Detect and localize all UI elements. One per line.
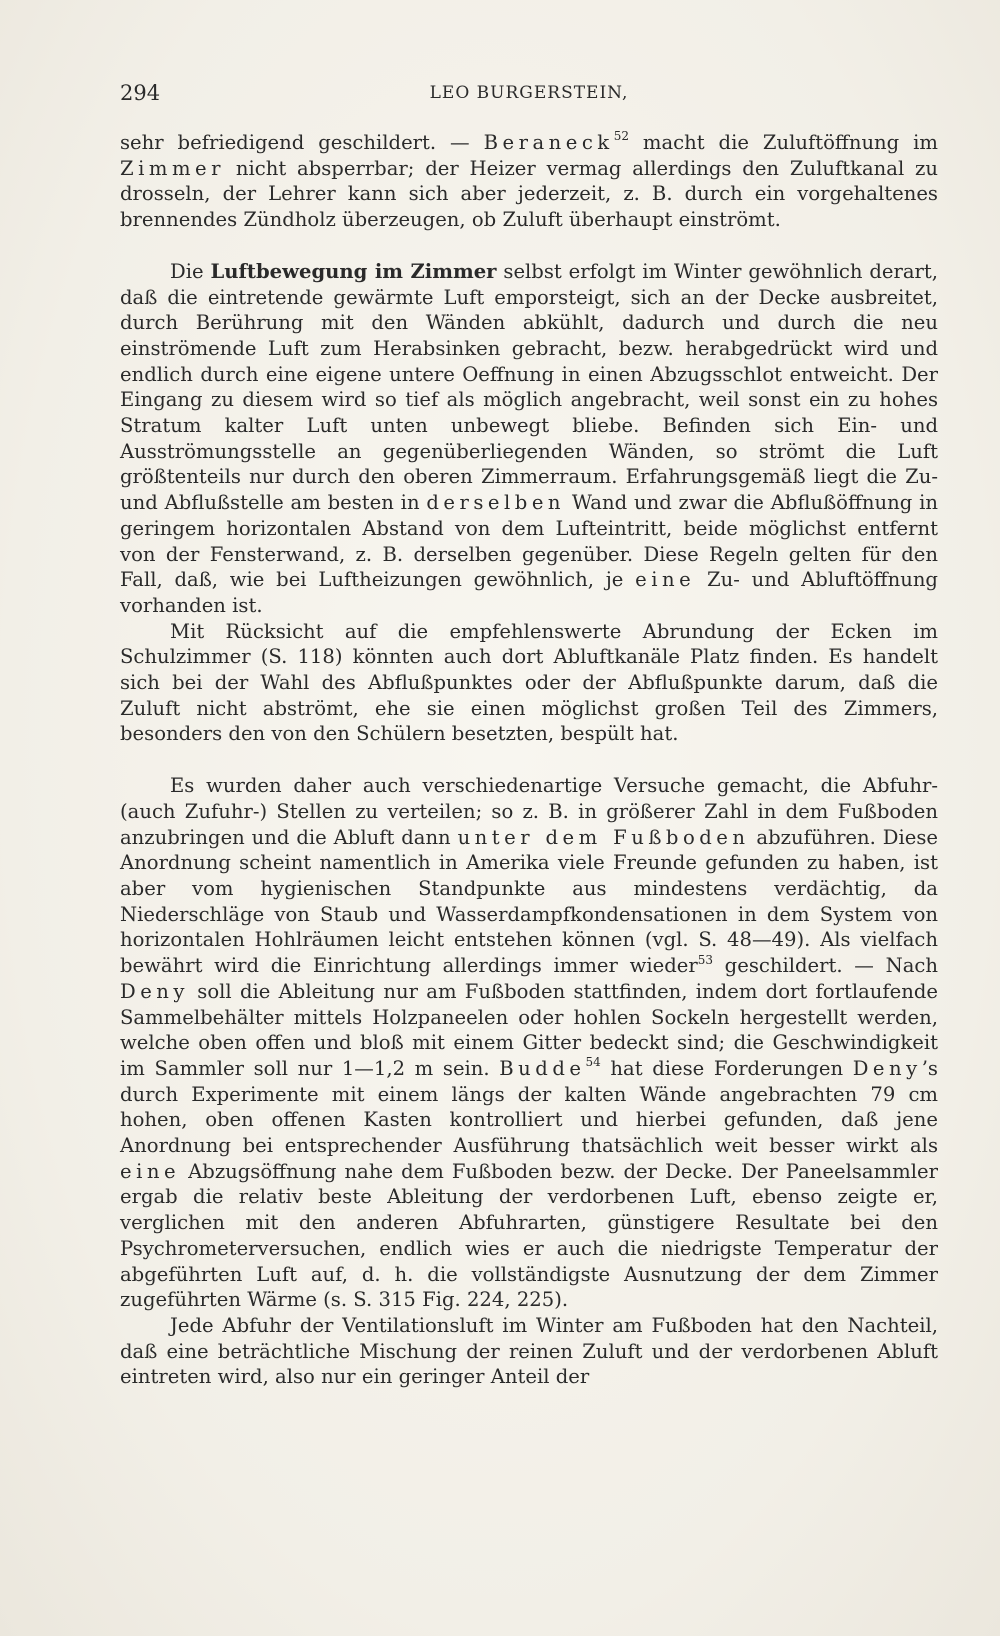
page-header [120, 78, 938, 108]
text-run: soll die Ableitung nur am Fußboden stattfinden, indem dort fortlaufende Sammelbehälter mittels Holzpaneelen oder hohlen Sockeln hergestellt werden, welche oben offen und bloß mit einem Gitter bedeckt sind; die Geschwindigkeit im Sammler soll nur 1—1,2 m sein. [120, 979, 938, 1080]
footnote-ref: 52 [613, 129, 629, 144]
spaced-word: Zimmer [120, 156, 226, 180]
spaced-word: eine [120, 1159, 181, 1183]
body-text [120, 130, 938, 1390]
text-run: Es wurden daher auch verschiedenartige Versuche gemacht, die Abfuhr- (auch Zufuhr-) Stellen zu verteilen; so z. B. in größerer Zahl in dem Fußboden anzubringen und die Abluft dann [120, 774, 938, 849]
footnote-ref: 53 [697, 952, 713, 967]
text-run: abzuführen. Diese Anordnung scheint namentlich in Amerika viele Freunde gefunden zu haben, ist aber vom hygienischen Standpunkte aus mindestens verdächtig, da Niederschläge von Staub und Wasserdampfkondensationen in dem System von horizontalen Hohlräumen leicht entstehen können (vgl. S. 48—49). Als vielfach bewährt wird die Einrichtung allerdings immer wieder [120, 825, 938, 978]
text-run: Abzugsöffnung nahe dem Fußboden bezw. der Decke. Der Paneelsammler ergab die relativ beste Ableitung der verdorbenen Luft, ebenso zeigte er, verglichen mit den anderen Abfuhrarten, günstigere Resultate bei den Psychrometerversuchen, endlich wies er auch die niedrigste Temperatur der abgeführten Luft auf, d. h. die vollständigste Ausnutzung der dem Zimmer zugeführten Wärme (s. S. 315 Fig. 224, 225). [120, 1159, 938, 1312]
page-number: 294 [120, 81, 161, 105]
spaced-name: Beraneck [483, 131, 614, 154]
spaced-name: Budde [499, 1056, 586, 1080]
paragraph-3: Mit Rücksicht auf die empfehlenswerte Abrundung der Ecken im Schulzimmer (S. 118) könnten auch dort Abluftkanäle Platz finden. Es handelt sich bei der Wahl des Abflußpunktes oder der Abflußpunkte darum, daß die Zuluft nicht abströmt, ehe sie einen möglichst großen Teil des Zimmers, besonders den von den Schülern besetzten, bespült hat. [120, 619, 938, 746]
text-run: Die [170, 259, 211, 283]
text-run: nicht absperrbar; der Heizer vermag allerdings den Zuluftkanal zu drosseln, der Lehrer kann sich aber jederzeit, z. B. durch ein vorgehaltenes brennendes Zündholz überzeugen, ob Zuluft überhaupt einströmt. [120, 156, 938, 232]
spaced-word: derselben [426, 491, 566, 515]
text-run: Wand und zwar die Abflußöffnung in geringem horizontalen Abstand von dem Lufteintritt, beide möglichst entfernt von der Fensterwand, z. B. derselben gegenüber. Diese Regeln gelten für den Fall, daß, wie bei Luftheizungen gewöhnlich, je [120, 491, 938, 592]
spaced-name: Deny [852, 1056, 922, 1080]
paragraph-2 [120, 259, 938, 619]
text-run: ’s durch Experimente mit einem längs der kalten Wände angebrachten 79 cm hohen, oben offenen Kasten kontrolliert und hierbei gefunden, daß jene Anordnung bei entsprechender Ausführung thatsächlich weit besser wirkt als [120, 1056, 938, 1158]
text-run: geschildert. — Nach [713, 954, 938, 978]
paragraph-4 [120, 773, 938, 1313]
text-run: Zu- und Abluftöffnung vorhanden ist. [120, 568, 938, 617]
spaced-phrase: unter dem Fußboden [457, 825, 750, 849]
text-run: sehr befriedigend geschildert. — [120, 131, 484, 154]
text-run: selbst erfolgt im Winter gewöhnlich derart, daß die eintretende gewärmte Luft emporsteigt, sich an der Decke ausbreitet, durch Berührung mit den Wänden abkühlt, dadurch und durch die neu einströmende Luft zum Herabsinken gebracht, bezw. herabgedrückt wird und endlich durch eine eigene untere Oeffnung in einen Abzugsschlot entweicht. Der Eingang zu diesem wird so tief als möglich angebracht, weil sonst ein zu hohes Stratum kalter Luft unten unbewegt bliebe. Befinden sich Ein- und Ausströmungsstelle an gegenüberliegenden Wänden, so strömt die Luft größtenteils nur durch den oberen Zimmerraum. Erfahrungsgemäß liegt die Zu- und Abflußstelle am besten in [120, 259, 938, 515]
paragraph-1 [120, 130, 938, 233]
running-head: LEO BURGERSTEIN, [429, 83, 629, 103]
text-run: hat diese Forderungen [600, 1056, 853, 1080]
bold-keyword: Luftbewegung im Zimmer [210, 259, 497, 283]
spaced-name: Deny [120, 979, 189, 1003]
text-run: macht die Zuluftöffnung im [628, 131, 938, 154]
paragraph-5: Jede Abfuhr der Ventilationsluft im Winter am Fußboden hat den Nachteil, daß eine beträchtliche Mischung der reinen Zuluft und der verdorbenen Abluft eintreten wird, also nur ein geringer Anteil der [120, 1313, 938, 1389]
spaced-word: eine [635, 568, 696, 592]
footnote-ref: 54 [585, 1055, 601, 1070]
